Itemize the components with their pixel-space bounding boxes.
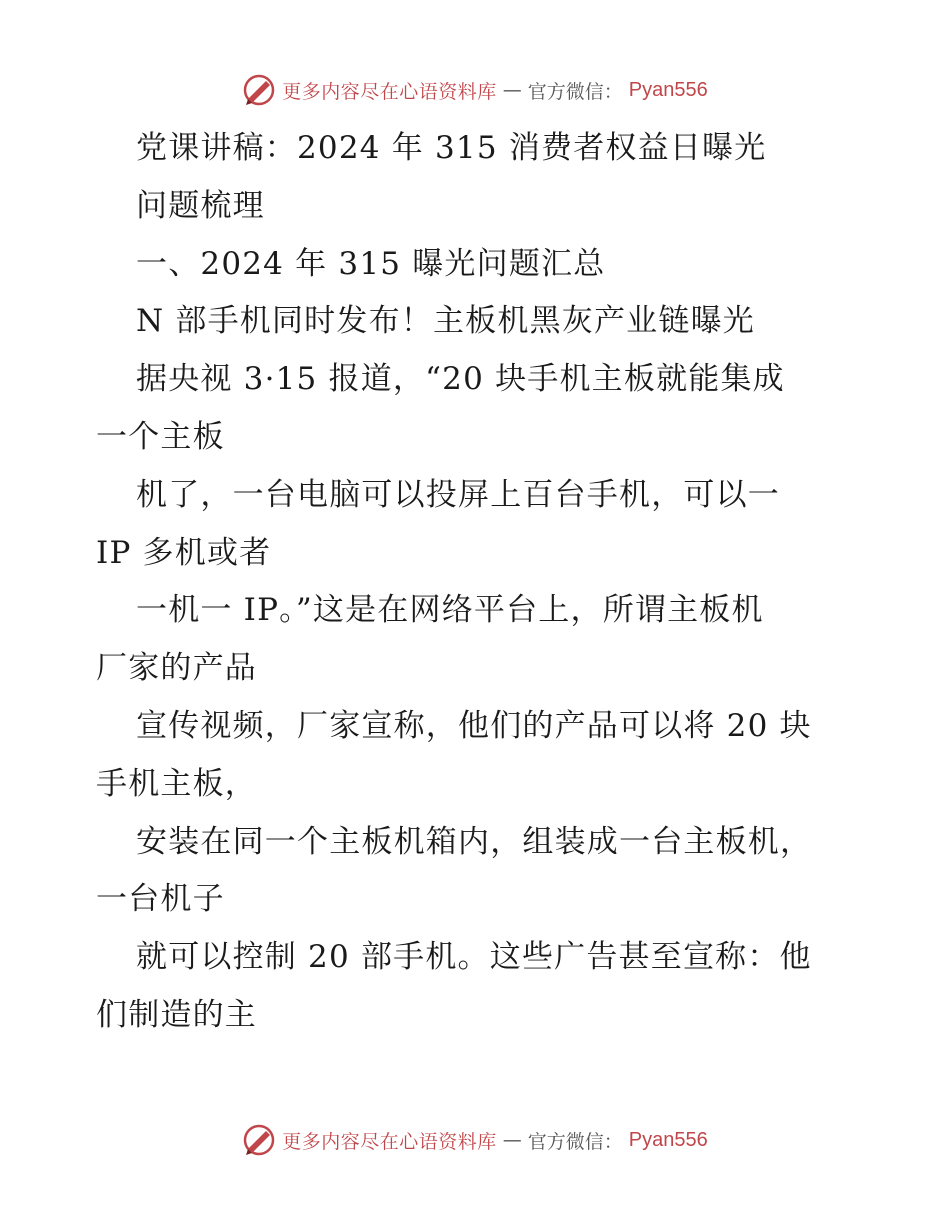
header-watermark [0,70,950,110]
paragraph-line: 据央视 3·15 报道，“20 块手机主板就能集成 [136,361,785,398]
paragraph-line: 宣传视频，厂家宣称，他们的产品可以将 20 块 [136,707,812,744]
footer-watermark [0,1120,950,1160]
watermark-separator: — [502,1129,522,1151]
watermark-wechat-label: 官方微信： [527,80,623,103]
paragraph-line: 一机一 IP。”这是在网络平台上，所谓主板机 [136,592,764,629]
paragraph-line: 手机主板， [96,765,257,802]
watermark-wechat-label: 官方微信： [527,1130,623,1153]
document-title-line-1: 党课讲稿：2024 年 315 消费者权益日曝光 [136,130,767,166]
watermark-site-text: 更多内容尽在心语资料库 [282,1130,497,1153]
watermark-wechat-id: Pyan556 [628,1128,708,1151]
paragraph-line: 机了，一台电脑可以投屏上百台手机，可以一 [136,476,780,513]
paragraph-line: 们制造的主 [96,996,257,1033]
paragraph-line: 一个主板 [96,418,225,455]
watermark-wechat-id: Pyan556 [628,78,708,101]
paragraph-line: 就可以控制 20 部手机。这些广告甚至宣称：他 [136,939,812,976]
document-title-line-2: 问题梳理 [136,187,265,224]
paragraph-line: 一台机子 [96,881,225,918]
watermark-separator: — [502,79,522,101]
pen-logo-icon [242,73,276,107]
watermark-site-text: 更多内容尽在心语资料库 [282,80,497,103]
section-heading: 一、2024 年 315 曝光问题汇总 [136,245,606,282]
document-body [96,120,856,1045]
pen-logo-icon [242,1123,276,1157]
paragraph-line: 安装在同一个主板机箱内，组装成一台主板机， [136,823,813,860]
sub-heading: N 部手机同时发布！主板机黑灰产业链曝光 [136,303,755,340]
paragraph-line: IP 多机或者 [96,534,272,571]
paragraph-line: 厂家的产品 [96,650,257,687]
